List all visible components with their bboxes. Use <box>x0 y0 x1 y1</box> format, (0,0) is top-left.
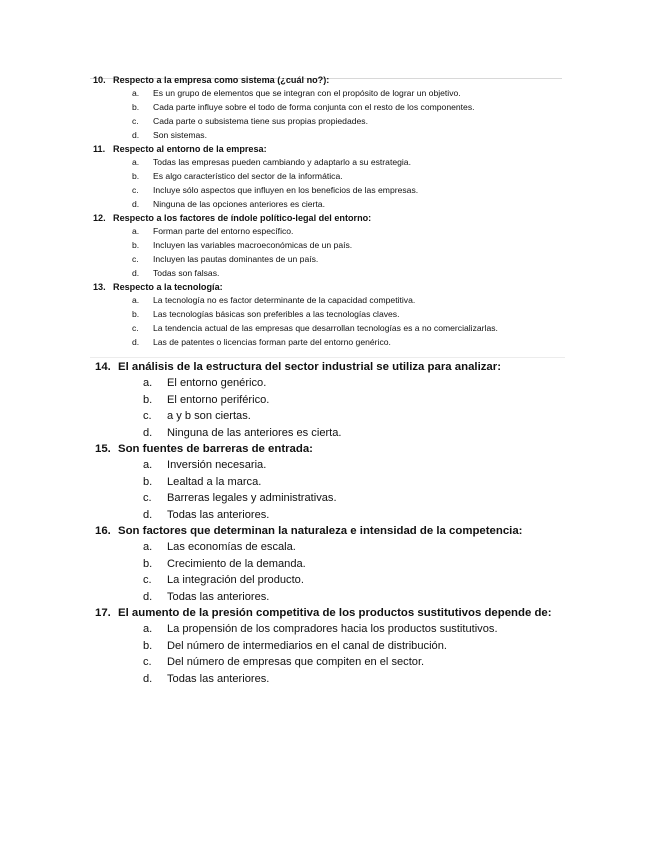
option-letter: a. <box>132 157 140 167</box>
option-text: La tendencia actual de las empresas que desarrollan tecnologías es a no comercializarlas. <box>153 323 498 333</box>
question-text: Son fuentes de barreras de entrada: <box>118 443 313 455</box>
question-text: Son factores que determinan la naturaleza e intensidad de la competencia: <box>118 525 523 537</box>
option-text: La integración del producto. <box>167 574 304 586</box>
question-text: El aumento de la presión competitiva de los productos sustitutivos depende de: <box>118 607 552 619</box>
option-letter: d. <box>132 268 140 278</box>
option-text: Del número de empresas que compiten en el sector. <box>167 656 425 668</box>
option-text: Ninguna de las anteriores es cierta. <box>167 427 342 439</box>
option-letter: c. <box>132 116 139 126</box>
option-letter: c. <box>143 574 152 586</box>
option-letter: c. <box>143 410 152 422</box>
question-number: 17. <box>95 607 111 619</box>
option-letter: d. <box>143 673 153 685</box>
option-letter: b. <box>143 394 153 406</box>
question-number: 10. <box>93 75 106 85</box>
option-letter: b. <box>143 476 153 488</box>
option-text: La tecnología no es factor determinante de la capacidad competitiva. <box>153 295 416 305</box>
option-letter: c. <box>132 185 139 195</box>
question-heading <box>95 361 501 373</box>
question-heading <box>95 607 552 619</box>
option-letter: d. <box>143 509 153 521</box>
option-text: El entorno genérico. <box>167 377 267 389</box>
option-text: Del número de intermediarios en el canal de distribución. <box>167 640 447 652</box>
option-letter: a. <box>143 541 153 553</box>
option-letter: b. <box>132 309 140 319</box>
question-text: Respecto al entorno de la empresa: <box>113 144 267 154</box>
option-letter: c. <box>132 323 139 333</box>
option-letter: b. <box>132 240 140 250</box>
question-number: 12. <box>93 213 106 223</box>
option-text: Ninguna de las opciones anteriores es cierta. <box>153 199 325 209</box>
question-heading <box>93 75 329 85</box>
option-text: Incluye sólo aspectos que influyen en los beneficios de las empresas. <box>153 185 419 195</box>
option-text: El entorno periférico. <box>167 394 270 406</box>
question-text: Respecto a la tecnología: <box>113 282 223 292</box>
question-heading <box>95 443 313 455</box>
option-text: Es un grupo de elementos que se integran con el propósito de lograr un objetivo. <box>153 88 461 98</box>
option-text: Todas las anteriores. <box>167 591 270 603</box>
option-text: La propensión de los compradores hacia los productos sustitutivos. <box>167 623 498 635</box>
section-divider <box>90 357 565 358</box>
question-number: 15. <box>95 443 111 455</box>
option-letter: a. <box>132 295 140 305</box>
option-text: Crecimiento de la demanda. <box>167 558 306 570</box>
option-text: a y b son ciertas. <box>167 410 251 422</box>
option-text: Forman parte del entorno específico. <box>153 226 294 236</box>
option-letter: d. <box>132 199 140 209</box>
question-text: Respecto a la empresa como sistema (¿cuál no?): <box>113 75 330 85</box>
option-text: Todas las empresas pueden cambiando y adaptarlo a su estrategia. <box>153 157 411 167</box>
question-number: 16. <box>95 525 111 537</box>
question-heading <box>93 282 223 292</box>
option-text: Las tecnologías básicas son preferibles a las tecnologías claves. <box>153 309 400 319</box>
question-heading <box>95 525 522 537</box>
option-letter: a. <box>143 459 153 471</box>
question-number: 13. <box>93 282 106 292</box>
question-text: El análisis de la estructura del sector industrial se utiliza para analizar: <box>118 361 501 373</box>
option-text: Las economías de escala. <box>167 541 296 553</box>
option-letter: b. <box>132 102 140 112</box>
option-text: Inversión necesaria. <box>167 459 267 471</box>
option-text: Incluyen las variables macroeconómicas de un país. <box>153 240 353 250</box>
question-number: 11. <box>93 144 106 154</box>
option-letter: a. <box>132 226 140 236</box>
option-text: Todas las anteriores. <box>167 673 270 685</box>
option-letter: c. <box>132 254 139 264</box>
option-letter: c. <box>143 656 152 668</box>
option-letter: d. <box>132 337 140 347</box>
option-letter: d. <box>143 591 153 603</box>
question-heading <box>93 144 267 154</box>
option-text: Lealtad a la marca. <box>167 476 262 488</box>
option-text: Cada parte influye sobre el todo de forma conjunta con el resto de los componentes. <box>153 102 475 112</box>
option-text: Todas son falsas. <box>153 268 220 278</box>
question-text: Respecto a los factores de índole político-legal del entorno: <box>113 213 372 223</box>
option-letter: a. <box>143 377 153 389</box>
option-text: Las de patentes o licencias forman parte del entorno genérico. <box>153 337 391 347</box>
option-letter: b. <box>143 640 153 652</box>
option-letter: d. <box>132 130 140 140</box>
question-heading <box>93 213 371 223</box>
option-letter: b. <box>143 558 153 570</box>
option-letter: a. <box>143 623 153 635</box>
option-letter: d. <box>143 427 153 439</box>
option-text: Todas las anteriores. <box>167 509 270 521</box>
option-letter: c. <box>143 492 152 504</box>
question-number: 14. <box>95 361 111 373</box>
option-text: Son sistemas. <box>153 130 207 140</box>
option-letter: b. <box>132 171 140 181</box>
option-text: Cada parte o subsistema tiene sus propias propiedades. <box>153 116 368 126</box>
option-text: Barreras legales y administrativas. <box>167 492 337 504</box>
option-text: Es algo característico del sector de la informática. <box>153 171 343 181</box>
option-text: Incluyen las pautas dominantes de un país. <box>153 254 319 264</box>
option-letter: a. <box>132 88 140 98</box>
